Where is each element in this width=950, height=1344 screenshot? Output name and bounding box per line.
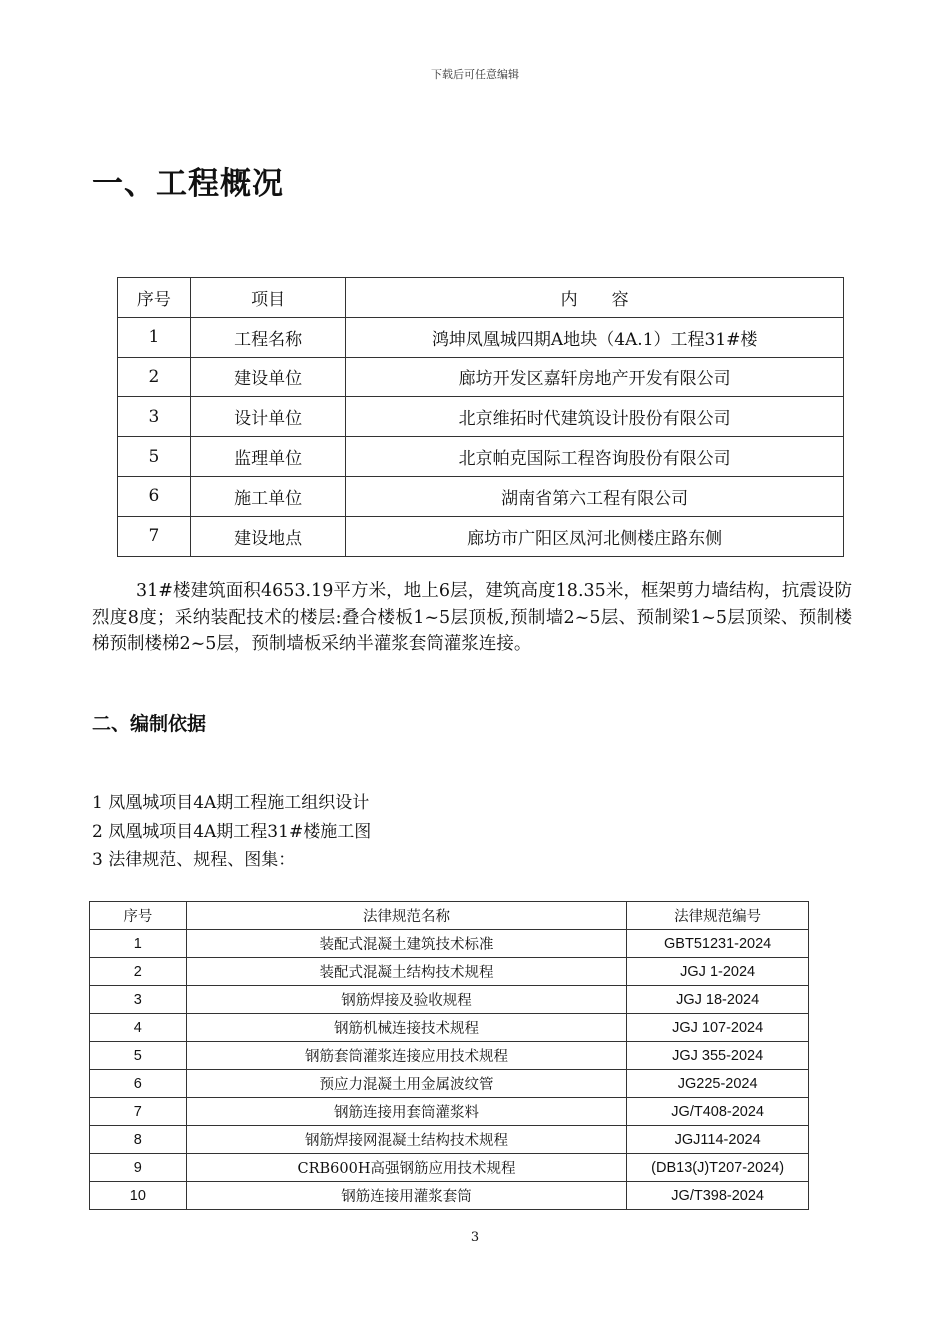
row-content: 鸿坤凤凰城四期A地块（4A.1）工程31#楼: [346, 317, 844, 357]
row-code: JGJ114-2024: [627, 1126, 809, 1154]
row-content: 廊坊开发区嘉轩房地产开发有限公司: [346, 357, 844, 397]
table-row: [90, 986, 809, 1014]
row-code: (DB13(J)T207-2024): [627, 1154, 809, 1182]
table-row: [118, 357, 844, 397]
header-cell-item: 项目: [190, 278, 346, 318]
row-index: 7: [118, 516, 191, 556]
section-title-overview: 一、工程概况: [92, 166, 284, 202]
row-index: 6: [118, 476, 191, 516]
row-name: 装配式混凝土建筑技术标准: [186, 930, 627, 958]
list-item: 2 凤凰城项目4A期工程31#楼施工图: [92, 821, 372, 842]
regulations-table: [89, 901, 809, 1210]
row-content: 北京维拓时代建筑设计股份有限公司: [346, 397, 844, 437]
row-code: JG/T408-2024: [627, 1098, 809, 1126]
table-header-row: [90, 902, 809, 930]
table-row: [118, 476, 844, 516]
row-content: 廊坊市广阳区凤河北侧楼庄路东侧: [346, 516, 844, 556]
list-item: 3 法律规范、规程、图集：: [92, 850, 296, 870]
page-header-note: 下载后可任意编辑: [431, 68, 519, 81]
table-row: [118, 516, 844, 556]
header-cell-code: 法律规范编号: [627, 902, 809, 930]
row-index: 8: [90, 1126, 187, 1154]
row-index: 1: [90, 930, 187, 958]
table-header-row: [118, 278, 844, 318]
row-item: 设计单位: [190, 397, 346, 437]
row-item: 建设地点: [190, 516, 346, 556]
row-name: 预应力混凝土用金属波纹管: [186, 1070, 627, 1098]
row-item: 建设单位: [190, 357, 346, 397]
row-name: 装配式混凝土结构技术规程: [186, 958, 627, 986]
row-code: JGJ 355-2024: [627, 1042, 809, 1070]
row-name: 钢筋机械连接技术规程: [186, 1014, 627, 1042]
row-name: 钢筋套筒灌浆连接应用技术规程: [186, 1042, 627, 1070]
row-item: 监理单位: [190, 437, 346, 477]
row-index: 7: [90, 1098, 187, 1126]
row-content: 湖南省第六工程有限公司: [346, 476, 844, 516]
header-cell-content: 内 容: [346, 278, 844, 318]
row-code: GBT51231-2024: [627, 930, 809, 958]
table-row: [118, 317, 844, 357]
row-index: 5: [90, 1042, 187, 1070]
row-name: 钢筋焊接网混凝土结构技术规程: [186, 1126, 627, 1154]
row-index: 2: [90, 958, 187, 986]
table-row: [90, 958, 809, 986]
table-row: [90, 1042, 809, 1070]
row-code: JGJ 1-2024: [627, 958, 809, 986]
page-number: 3: [470, 1230, 480, 1245]
table-row: [90, 1098, 809, 1126]
row-index: 9: [90, 1154, 187, 1182]
row-name: CRB600H高强钢筋应用技术规程: [186, 1154, 627, 1182]
row-item: 工程名称: [190, 317, 346, 357]
row-index: 3: [90, 986, 187, 1014]
header-cell-name: 法律规范名称: [186, 902, 627, 930]
table-row: [90, 1154, 809, 1182]
section-title-basis: 二、编制依据: [92, 713, 207, 735]
row-code: JGJ 107-2024: [627, 1014, 809, 1042]
table-row: [90, 1182, 809, 1210]
row-code: JGJ 18-2024: [627, 986, 809, 1014]
table-row: [90, 1126, 809, 1154]
row-code: JG/T398-2024: [627, 1182, 809, 1210]
row-name: 钢筋连接用套筒灌浆料: [186, 1098, 627, 1126]
row-index: 2: [118, 357, 191, 397]
project-overview-table: [117, 277, 844, 557]
project-description-paragraph: 31#楼建筑面积4653.19平方米，地上6层，建筑高度18.35米，框架剪力墙结构，抗震设防烈度8度；采纳装配技术的楼层:叠合楼板1~5层顶板,预制墙2~5层、预制梁1~5层顶梁、预制楼梯预制楼梯2~5层，预制墙板采纳半灌浆套筒灌浆连接。: [92, 581, 852, 654]
row-index: 1: [118, 317, 191, 357]
table-row: [90, 1070, 809, 1098]
table-row: [90, 1014, 809, 1042]
table-row: [118, 397, 844, 437]
row-code: JG225-2024: [627, 1070, 809, 1098]
header-cell-index: 序号: [90, 902, 187, 930]
row-name: 钢筋连接用灌浆套筒: [186, 1182, 627, 1210]
row-index: 4: [90, 1014, 187, 1042]
table-row: [90, 930, 809, 958]
row-index: 6: [90, 1070, 187, 1098]
list-item: 1 凤凰城项目4A期工程施工组织设计: [92, 793, 370, 813]
row-item: 施工单位: [190, 476, 346, 516]
table-row: [118, 437, 844, 477]
row-index: 5: [118, 437, 191, 477]
header-cell-index: 序号: [118, 278, 191, 318]
row-name: 钢筋焊接及验收规程: [186, 986, 627, 1014]
basis-list: [92, 789, 371, 875]
row-index: 3: [118, 397, 191, 437]
row-index: 10: [90, 1182, 187, 1210]
row-content: 北京帕克国际工程咨询股份有限公司: [346, 437, 844, 477]
